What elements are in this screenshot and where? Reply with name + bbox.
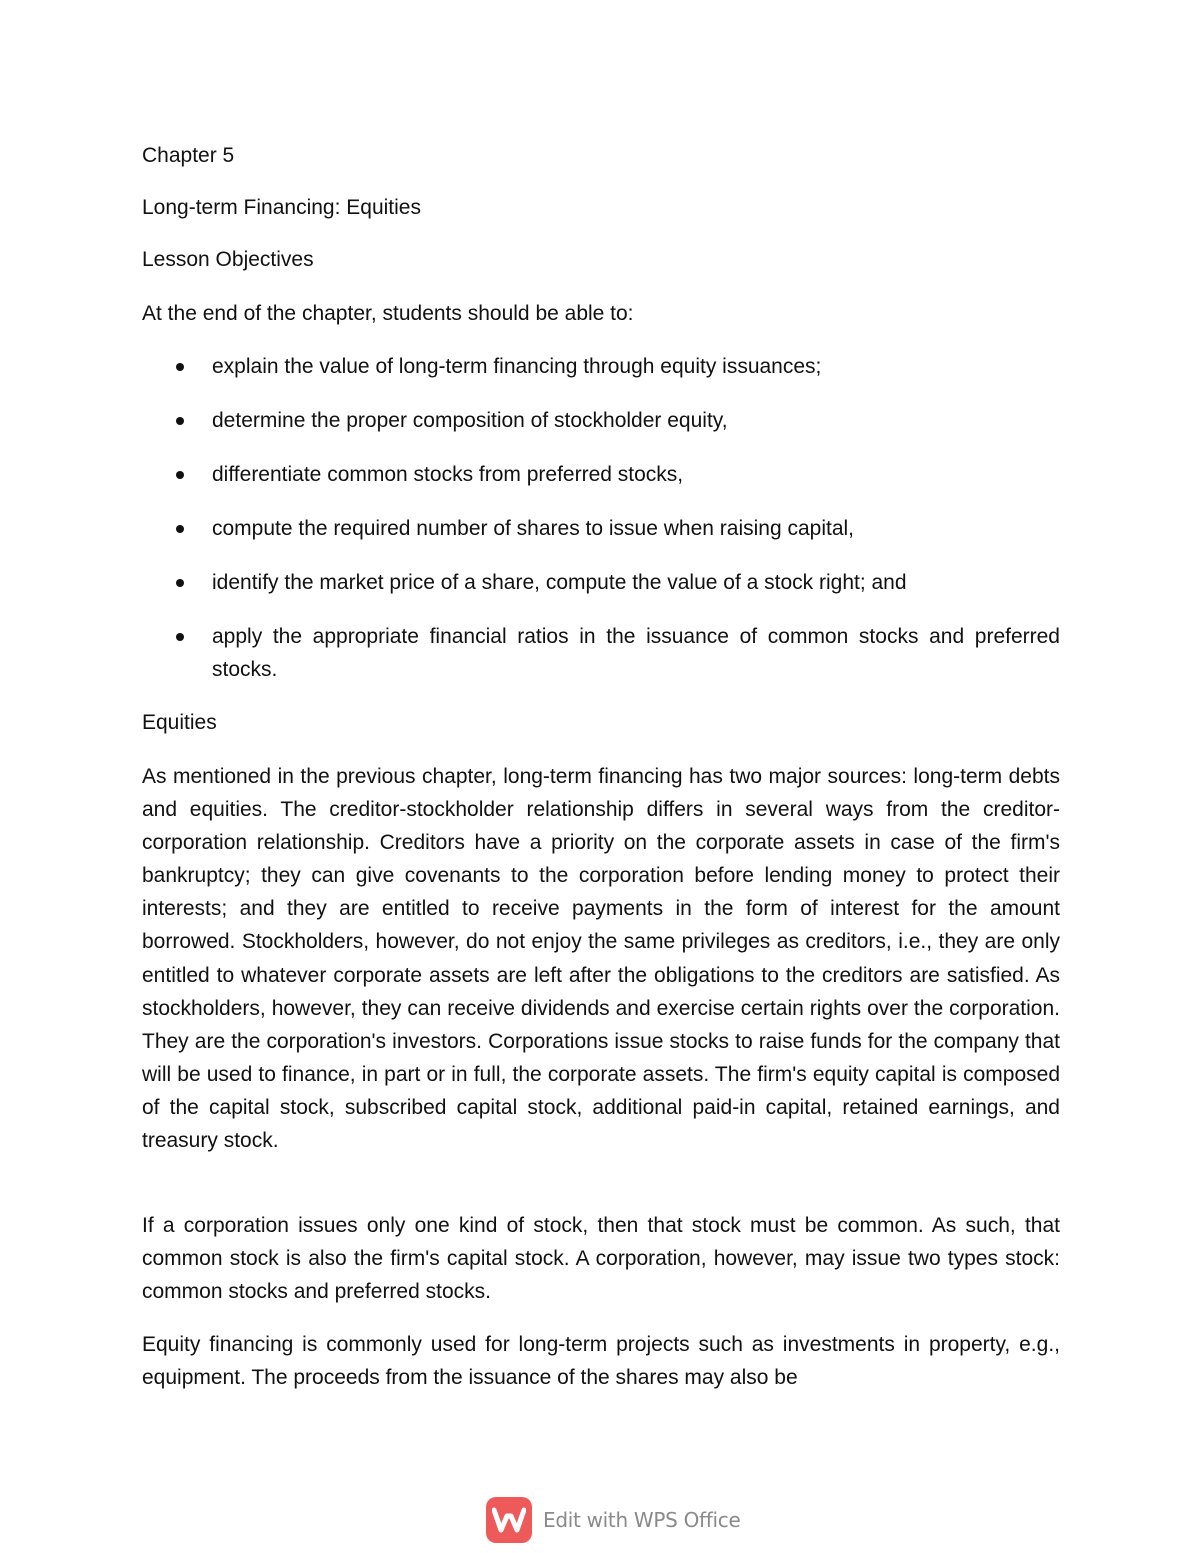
- wps-logo-icon: [486, 1497, 532, 1543]
- chapter-label: Chapter 5: [142, 144, 235, 167]
- objectives-heading: Lesson Objectives: [142, 248, 314, 271]
- wps-w-glyph: [492, 1507, 526, 1533]
- bullet-icon: [176, 363, 184, 371]
- bullet-icon: [176, 525, 184, 533]
- bullet-icon: [176, 633, 184, 641]
- document-title: Long-term Financing: Equities: [142, 196, 421, 219]
- objectives-list: [142, 350, 1060, 707]
- list-item: apply the appropriate financial ratios in the issuance of common stocks and preferred stocks.: [142, 620, 1060, 686]
- bullet-icon: [176, 471, 184, 479]
- wps-watermark-text: Edit with WPS Office: [543, 1508, 741, 1532]
- list-item: determine the proper composition of stockholder equity,: [142, 404, 1060, 437]
- objectives-intro: At the end of the chapter, students should be able to:: [142, 302, 634, 325]
- list-item: identify the market price of a share, compute the value of a stock right; and: [142, 566, 1060, 599]
- paragraph-equity-financing: Equity financing is commonly used for long-term projects such as investments in property, e.g., equipment. The proceeds from the issuance of the shares may also be: [142, 1333, 1060, 1390]
- bullet-icon: [176, 417, 184, 425]
- list-item: differentiate common stocks from preferred stocks,: [142, 458, 1060, 491]
- list-item: compute the required number of shares to issue when raising capital,: [142, 512, 1060, 545]
- list-item: explain the value of long-term financing through equity issuances;: [142, 350, 1060, 383]
- paragraph-creditor-stockholder: As mentioned in the previous chapter, long-term financing has two major sources: long-term debts and equities. The creditor-stockholder relationship differs in several ways from the creditor-corporation relationship. Creditors have a priority on the corporate assets in case of the firm's bankruptcy; they can give covenants to the corporation before lending money to protect their interests; and they are entitled to receive payments in the form of interest for the amount borrowed. Stockholders, however, do not enjoy the same privileges as creditors, i.e., they are only entitled to whatever corporate assets are left after the obligations to the creditors are satisfied. As stockholders, however, they can receive dividends and exercise certain rights over the corporation. They are the corporation's investors. Corporations issue stocks to raise funds for the company that will be used to finance, in part or in full, the corporate assets. The firm's equity capital is composed of the capital stock, subscribed capital stock, additional paid-in capital, retained earnings, and treasury stock.: [142, 765, 1060, 1153]
- paragraph-common-stock: If a corporation issues only one kind of stock, then that stock must be common. As such, that common stock is also the firm's capital stock. A corporation, however, may issue two types stock: common stocks and preferred stocks.: [142, 1214, 1060, 1304]
- equities-heading: Equities: [142, 711, 217, 734]
- wps-watermark: [486, 1497, 740, 1543]
- bullet-icon: [176, 579, 184, 587]
